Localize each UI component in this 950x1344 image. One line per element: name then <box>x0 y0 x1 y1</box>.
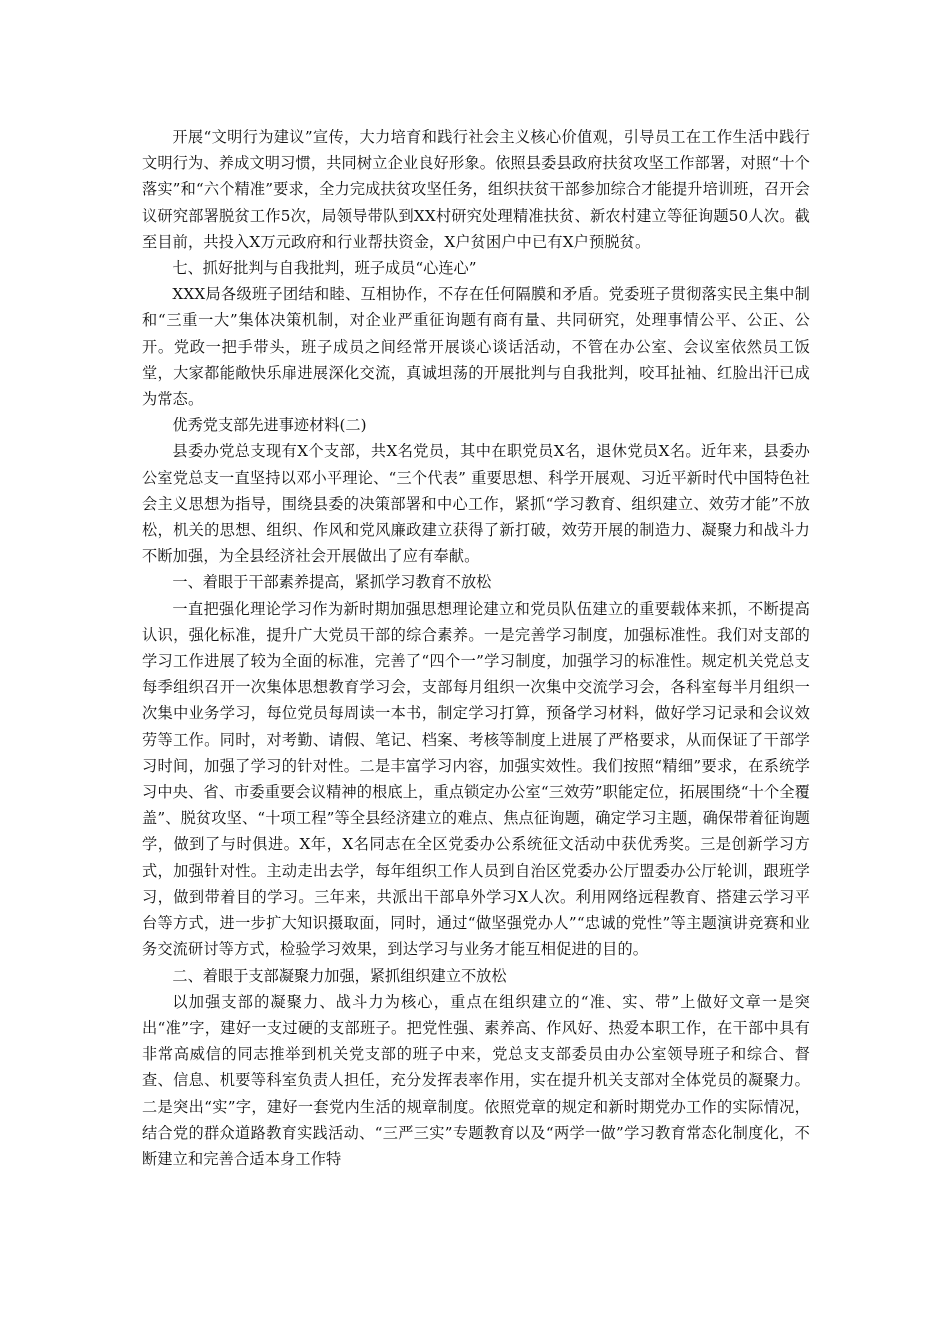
material-title-two: 优秀党支部先进事迹材料(二) <box>172 416 367 435</box>
document-body <box>142 124 810 1172</box>
paragraph-study-education: 一直把强化理论学习作为新时期加强思想理论建立和党员队伍建立的重要载体来抓，不断提高认识，强化标准，提升广大党员干部的综合素养。一是完善学习制度，加强标准性。我们对支部的学习工作进展了较为全面的标准，完善了“四个一”学习制度，加强学习的标准性。规定机关党总支每季组织召开一次集体思想教育学习会，支部每月组织一次集中交流学习会，各科室每半月组织一次集中业务学习，每位党员每周读一本书，制定学习打算，预备学习材料，做好学习记录和会议效劳等工作。同时，对考勤、请假、笔记、档案、考核等制度上进展了严格要求，从而保证了干部学习时间，加强了学习的针对性。二是丰富学习内容，加强实效性。我们按照“精细”要求，在系统学习中央、省、市委重要会议精神的根底上，重点锁定办公室“三效劳”职能定位，拓展围绕“十个全覆盖”、脱贫攻坚、“十项工程”等全县经济建立的难点、焦点征询题，确定学习主题，确保带着征询题学，做到了与时俱进。X年，X名同志在全区党委办公系统征文活动中获优秀奖。三是创新学习方式，加强针对性。主动走出去学，每年组织工作人员到自治区党委办公厅盟委办公厅轮训，跟班学习，做到带着目的学习。三年来，共派出干部阜外学习X人次。利用网络远程教育、搭建云学习平台等方式，进一步扩大知识摄取面，同时，通过“做坚强党办人”“忠诚的党性”等主题演讲竞赛和业务交流研讨等方式，检验学习效果，到达学习与业务才能互相促进的目的。 <box>142 599 810 959</box>
paragraph-civilization-poverty: 开展“文明行为建议”宣传，大力培育和践行社会主义核心价值观，引导员工在工作生活中践行文明行为、养成文明习惯，共同树立企业良好形象。依照县委县政府扶贫攻坚工作部署，对照“十个落实”和“六个精准”要求，全力完成扶贫攻坚任务，组织扶贫干部参加综合才能提升培训班，召开会议研究部署脱贫工作5次，局领导带队到XX村研究处理精准扶贫、新农村建立等征询题50人次。截至目前，共投入X万元政府和行业帮扶资金，X户贫困户中已有X户预脱贫。 <box>142 128 810 251</box>
paragraph-team-unity: XXX局各级班子团结和睦、互相协作，不存在任何隔膜和矛盾。党委班子贯彻落实民主集中制和“三重一大”集体决策机制，对企业严重征询题有商有量、共同研究，处理事情公平、公正、公开。党政一把手带头，班子成员之间经常开展谈心谈话活动，不管在办公室、会议室依然员工饭堂，大家都能敞快乐扉进展深化交流，真诚坦荡的开展批判与自我批判，咬耳扯袖、红脸出汗已成为常态。 <box>142 285 810 409</box>
paragraph-organization-building: 以加强支部的凝聚力、战斗力为核心，重点在组织建立的“准、实、带”上做好文章一是突出“准”字，建好一支过硬的支部班子。把党性强、素养高、作风好、热爱本职工作，在干部中具有非常高威信的同志推举到机关党支部的班子中来，党总支支部委员由办公室领导班子和综合、督查、信息、机要等科室负责人担任，充分发挥表率作用，实在提升机关支部对全体党员的凝聚力。二是突出“实”字，建好一套党内生活的规章制度。依照党章的规定和新时期党办工作的实际情况，结合党的群众道路教育实践活动、“三严三实”专题教育以及“两学一做”学习教育常态化制度化，不断建立和完善合适本身工作特 <box>142 992 810 1168</box>
section-heading-organization: 二、着眼于支部凝聚力加强，紧抓组织建立不放松 <box>172 966 507 985</box>
section-heading-criticism: 七、抓好批判与自我批判，班子成员“心连心” <box>172 259 477 278</box>
paragraph-party-overview: 县委办党总支现有X个支部，共X名党员，其中在职党员X名，退休党员X名。近年来，县委办公室党总支一直坚持以邓小平理论、“三个代表” 重要思想、科学开展观、习近平新时代中国特色社会主义思想为指导，围绕县委的决策部署和中心工作，紧抓“学习教育、组织建立、效劳才能”不放松，机关的思想、组织、作风和党风廉政建立获得了新打破，效劳开展的制造力、凝聚力和战斗力不断加强，为全县经济社会开展做出了应有奉献。 <box>142 442 810 566</box>
section-heading-study: 一、着眼于干部素养提高，紧抓学习教育不放松 <box>172 573 492 592</box>
